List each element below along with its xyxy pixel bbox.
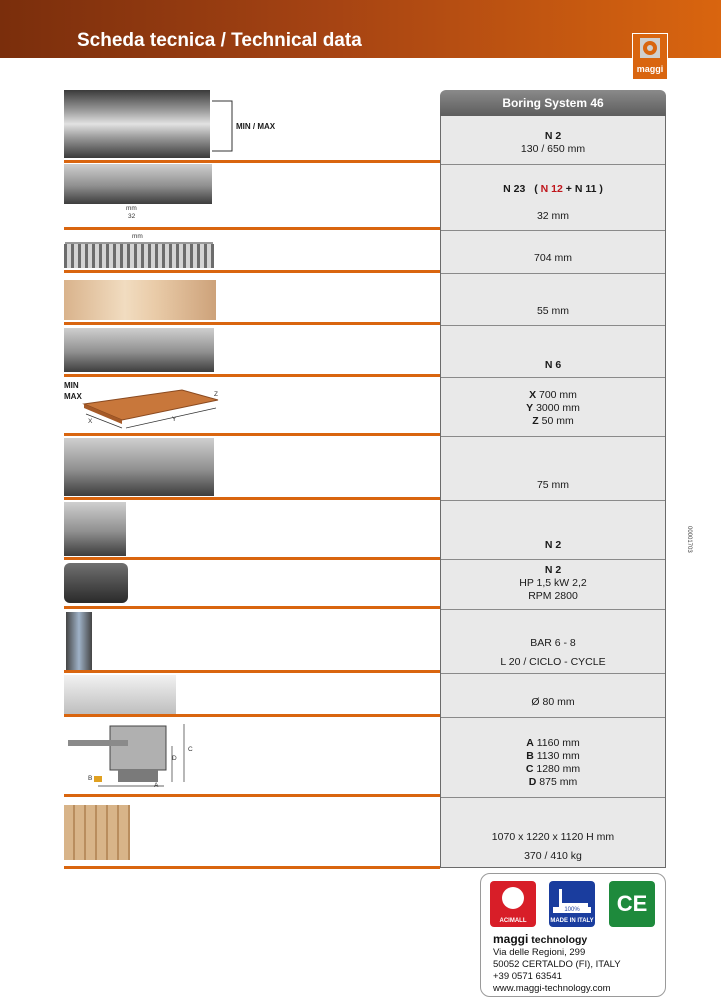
row5-value: N 6: [544, 359, 562, 371]
value-separator: [441, 609, 665, 610]
row-separator: [64, 714, 440, 717]
row-separator: [64, 497, 440, 500]
pneumatic-regulator-image: [66, 612, 92, 670]
row9-value-rpm: RPM 2800: [528, 590, 578, 602]
row9-value-count: N 2: [544, 564, 562, 576]
spindle-rows-image: [64, 90, 210, 158]
row1-value-count: N 2: [544, 130, 562, 142]
website-link[interactable]: www.maggi-technology.com: [493, 983, 611, 994]
spindle-pitch-image: [64, 164, 212, 204]
value-separator: [441, 559, 665, 560]
row-separator: [64, 227, 440, 230]
value-separator: [441, 230, 665, 231]
row11-value: Ø 80 mm: [531, 696, 575, 708]
row10-value-consumption: L 20 / CICLO - CYCLE: [500, 656, 606, 668]
row-separator: [64, 606, 440, 609]
row2-value-pitch: 32 mm: [536, 210, 570, 222]
z-label: Z: [532, 415, 539, 427]
column-title: Boring System 46: [440, 90, 666, 116]
spindles-close: ): [599, 183, 603, 195]
y-label: Y: [526, 402, 534, 414]
value-separator: [441, 436, 665, 437]
row6-value-y: [440, 402, 666, 415]
maggi-logo-icon: [640, 38, 660, 58]
value-separator: [441, 717, 665, 718]
factory-icon: [559, 889, 588, 909]
company-name: [493, 932, 587, 946]
x-value: 700 mm: [539, 389, 577, 401]
pitch-mm-label: mm: [126, 205, 137, 212]
row-separator: [64, 557, 440, 560]
spindles-group-a: N 12: [540, 183, 563, 195]
row13-value-dimensions: 1070 x 1220 x 1120 H mm: [491, 831, 615, 843]
d-label: D: [528, 776, 537, 788]
spindles-plus: +: [565, 183, 572, 195]
dim-a-label: A: [154, 782, 159, 789]
c-value: 1280 mm: [536, 763, 581, 775]
row7-value: 75 mm: [536, 479, 570, 491]
shipping-crate-image: [64, 805, 130, 860]
motor-image: [64, 563, 128, 603]
min-max-bracket: [212, 100, 234, 152]
ce-badge: [609, 881, 655, 927]
document-code: 00001703: [686, 526, 692, 553]
a-label: A: [526, 737, 534, 749]
row9-value-power: HP 1,5 kW 2,2: [519, 577, 587, 589]
row3-value: 704 mm: [534, 252, 572, 264]
row-separator: [64, 322, 440, 325]
phone: +39 0571 63541: [493, 971, 562, 982]
row-separator: [64, 794, 440, 797]
clamps-image: [64, 328, 214, 372]
spindles-group-b: N 11: [574, 183, 597, 195]
a-value: 1160 mm: [536, 737, 580, 749]
value-separator: [441, 673, 665, 674]
panel-max-label: MAX: [64, 392, 82, 401]
panel-min-label: MIN: [64, 381, 79, 390]
row12-value-a: [440, 737, 666, 750]
pitch-32-label: 32: [128, 213, 136, 220]
row10-value-pressure: BAR 6 - 8: [530, 637, 576, 649]
column-border-bottom: [440, 867, 666, 868]
page-header: [0, 0, 721, 58]
row-separator: [64, 270, 440, 273]
tool-holder-image: [64, 502, 126, 556]
row-separator: [64, 374, 440, 377]
row-separator: [64, 433, 440, 436]
italy-percent: 100%: [553, 907, 591, 913]
panel-dimensions-drawing: [82, 384, 222, 432]
company-name-bold: maggi: [493, 932, 529, 946]
boring-head-length-image: [64, 244, 214, 268]
value-separator: [441, 273, 665, 274]
b-value: 1130 mm: [536, 750, 580, 762]
value-separator: [441, 797, 665, 798]
suction-hood-image: [64, 675, 176, 715]
x-label: X: [529, 389, 537, 401]
acimall-text: ACIMALL: [499, 918, 527, 924]
axis-y-label: Y: [172, 416, 177, 423]
value-separator: [441, 325, 665, 326]
row6-value-x: [440, 389, 666, 402]
row12-value-d: [440, 776, 666, 789]
made-in-italy-badge: [549, 881, 595, 927]
row12-value-c: [440, 763, 666, 776]
address-street: Via delle Regioni, 299: [493, 947, 586, 958]
d-value: 875 mm: [539, 776, 578, 788]
acimall-badge: [490, 881, 536, 927]
min-max-label: MIN / MAX: [236, 122, 276, 131]
axis-x-label: X: [88, 418, 93, 425]
address-city: 50052 CERTALDO (FI), ITALY: [493, 959, 621, 970]
ce-mark-icon: CE: [616, 891, 648, 916]
row13-value-weight: 370 / 410 kg: [524, 850, 582, 862]
dim-b-label: B: [88, 775, 93, 782]
row-separator: [64, 866, 440, 869]
axis-z-label: Z: [214, 391, 218, 398]
row1-value-range: 130 / 650 mm: [520, 143, 586, 155]
dim-d-label: D: [172, 755, 177, 762]
row2-value-spindles: [440, 183, 666, 196]
company-name-rest: technology: [531, 934, 588, 946]
z-value: 50 mm: [541, 415, 574, 427]
row12-value-b: [440, 750, 666, 763]
length-mm-label: mm: [132, 233, 143, 240]
y-value: 3000 mm: [536, 402, 580, 414]
stroke-image: [64, 438, 214, 496]
row-separator: [64, 160, 440, 163]
acimall-icon: [502, 887, 524, 909]
value-separator: [441, 164, 665, 165]
dim-c-label: C: [188, 746, 193, 753]
row4-value: 55 mm: [536, 305, 570, 317]
b-label: B: [526, 750, 534, 762]
spindles-open: (: [534, 183, 538, 195]
c-label: C: [525, 763, 534, 775]
panel-thickness-image: [64, 280, 216, 320]
spindles-total: N 23: [503, 183, 526, 195]
made-in-italy-text: MADE IN ITALY: [550, 918, 594, 924]
maggi-logo-text: maggi: [636, 64, 664, 74]
row6-value-z: [440, 415, 666, 428]
row8-value: N 2: [544, 539, 562, 551]
company-footer: [480, 873, 666, 997]
length-dimension-line: [64, 240, 214, 246]
value-separator: [441, 500, 665, 501]
row-separator: [64, 670, 440, 673]
value-separator: [441, 377, 665, 378]
page-title: Scheda tecnica / Technical data: [77, 30, 362, 51]
maggi-logo: [632, 33, 668, 80]
